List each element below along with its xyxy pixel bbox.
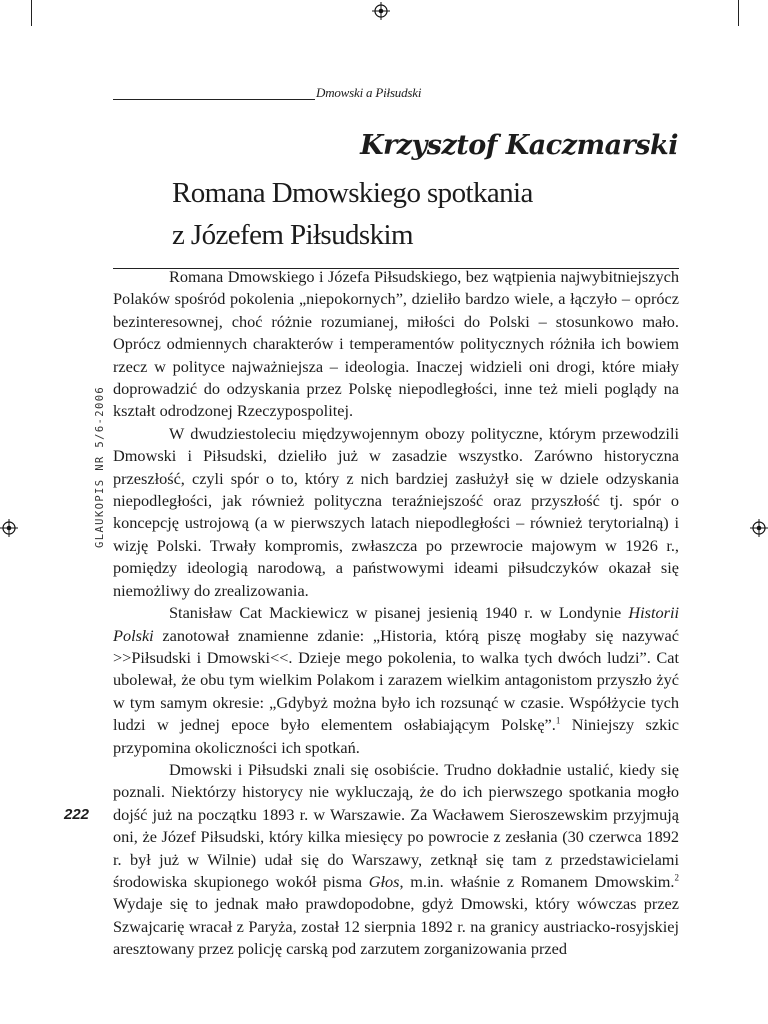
paragraph-text: Wydaje się to jednak mało prawdopodobne, gdyż Dmowski, który wówczas przez Szwajcarię wracał z Paryża, został 12 sierpnia 1892 r. na granicy austriacko-rosyjskiej aresztowany przez policję carską pod zarzutem zorganizowania przed <box>113 894 679 959</box>
paragraph-text: , m.in. właśnie z Romanem Dmowskim. <box>399 871 675 891</box>
italic-title: Historii Polski <box>113 603 679 645</box>
article-title-line-2: z Józefem Piłsudskim <box>172 219 413 251</box>
body-paragraph <box>113 602 679 759</box>
paragraph-text: Niniejszy szkic przypomina okoliczności ich spotkań. <box>113 715 679 757</box>
crop-mark-top-right <box>738 0 739 26</box>
footnote-ref: 2 <box>674 872 680 883</box>
body-paragraph <box>113 423 679 602</box>
body-paragraph <box>113 266 679 423</box>
paragraph-text: Dmowski i Piłsudski znali się osobiście. Trudno dokładnie ustalić, kiedy się poznali. Niektórzy historycy nie wykluczają, że do ich pierwszego spotkania mogło dojść już na początku 1893 r. w Warszawie. Za Wacławem Sieroszewskim przyjmują oni, że Józef Piłsudski, który kilka miesięcy po powrocie z zesłania (30 czerwca 1892 r. był już w Wilnie) udał się do Warszawy, zetknął się tam z przedstawicielami środowiska skupionego wokół pisma <box>113 759 679 891</box>
page-number: 222 <box>64 806 90 823</box>
registration-mark-top-icon <box>372 2 390 20</box>
running-head: Dmowski a Piłsudski <box>316 85 422 100</box>
paragraph-text: zanotował znamienne zdanie: „Historia, którą piszę mogłaby się nazywać >>Piłsudski i Dmowski<<. Dzieje mego pokolenia, to walka tych dwóch ludzi”. Cat ubolewał, że obu tym wielkim Polakom i zarazem wielkim antagonistom przyszło żyć w tym samym okresie: „Gdybyż można było ich rozsunąć w czasie. Współżycie tych ludzi w jednej epoce było elementem osłabiającym Polskę”. <box>113 625 679 735</box>
registration-mark-left-icon <box>0 519 18 537</box>
article-title-line-1: Romana Dmowskiego spotkania <box>172 177 533 209</box>
paragraph-text: Romana Dmowskiego i Józefa Piłsudskiego, bez wątpienia najwybitniejszych Polaków spośród pokolenia „niepokornych”, dzieliło bardzo wiele, a łączyło – oprócz bezinteresownej, choć różnie rozumianej, miłości do Polski – stosunkowo mało. Oprócz odmiennych charakterów i temperamentów politycznych różniła ich bowiem rzecz w polityce najważniejsza – ideologia. Inaczej widzieli oni drogi, które miały doprowadzić do odzyskania przez Polskę niepodległości, inne też mieli poglądy na kształt odrodzonej Rzeczypospolitej. <box>113 267 679 421</box>
paragraph-text: Stanisław Cat Mackiewicz w pisanej jesienią 1940 r. w Londynie <box>169 603 629 623</box>
article-title <box>172 172 652 256</box>
crop-mark-top-left <box>31 0 32 26</box>
paragraph-text: W dwudziestoleciu międzywojennym obozy polityczne, którym przewodzili Dmowski i Piłsudski, dzieliło już w zasadzie wszystko. Zarówno historyczna przeszłość, czyli spór o to, który z nich bardziej zasłużył się w dziele odzyskania niepodległości, jak również polityczna teraźniejszość oraz przyszłość tj. spór o koncepcję ustrojową (a w pierwszych latach niepodległości – również terytorialną) i wizję Polski. Trwały kompromis, zwłaszcza po przewrocie majowym w 1926 r., pomiędzy ideologią narodową, a państwowymi ideami piłsudczyków okazał się niemożliwy do zrealizowania. <box>113 423 679 600</box>
journal-label-text: GLAUKOPIS NR 5/6-2006 <box>94 385 106 548</box>
article-body <box>113 266 679 961</box>
header-rule <box>113 99 315 100</box>
body-paragraph <box>113 759 679 961</box>
author-name: Krzysztof Kaczmarski <box>360 130 678 161</box>
italic-title: Głos <box>368 871 400 891</box>
footnote-ref: 1 <box>555 715 561 726</box>
registration-mark-right-icon <box>750 519 768 537</box>
